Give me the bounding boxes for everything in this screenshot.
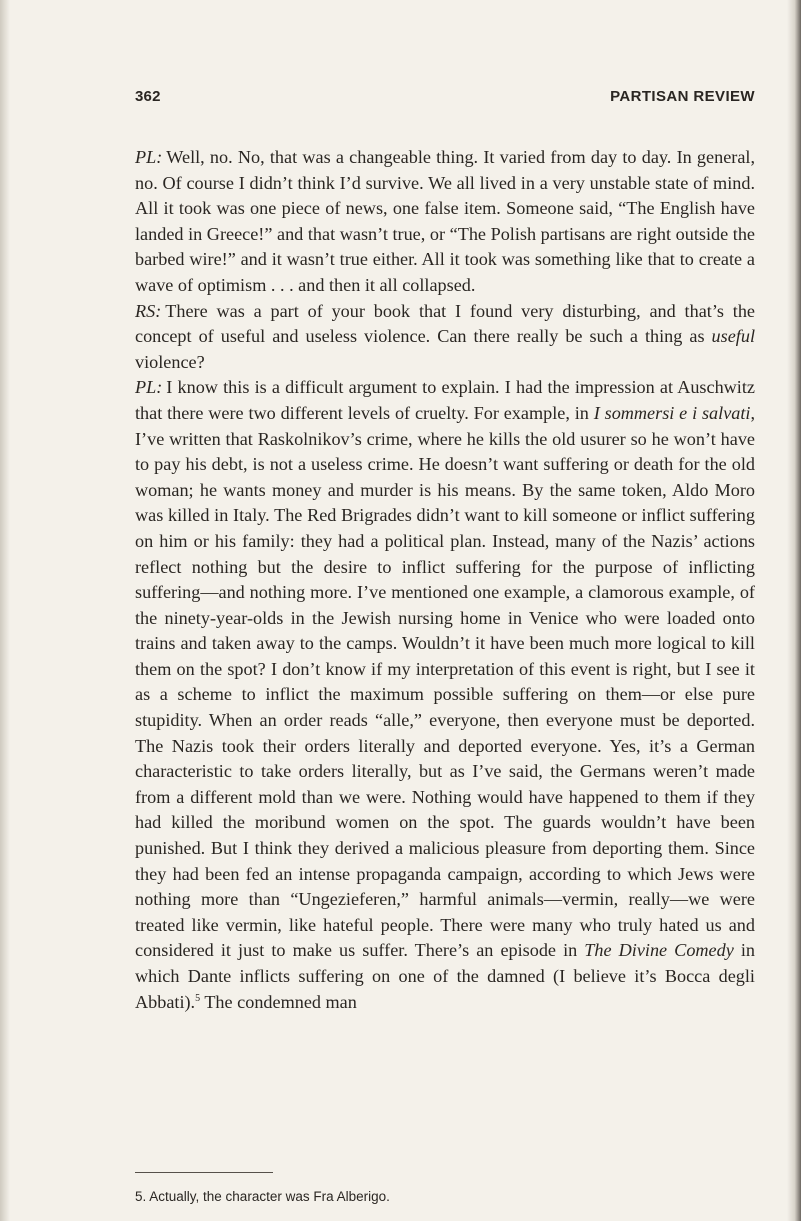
speaker-label: PL: [135, 147, 163, 167]
paragraph-text: , I’ve written that Raskolnikov’s crime, where he kills the old usurer so he won’t have to pay his debt, is not a useless crime. He doesn’t want suffering or death for the old woman; he wants money and murder is his means. By the same token, Aldo Moro was killed in Italy. The Red Brigrades didn’t want to kill someone or inflict suffering on him or his family: they had a political plan. Instead, many of the Nazis’ actions reflect nothing but the desire to inflict suffering for the purpose of inflicting suffering—and nothing more. I’ve mentioned one example, a clamorous example, of the ninety-year-olds in the Jewish nursing home in Venice who were loaded onto trains and taken away to the camps. Wouldn’t it have been much more logical to kill them on the spot? I don’t know if my interpretation of this event is right, but I see it as a scheme to inflict the maximum possible suffering on them—or else pure stupidity. When an order reads “alle,” everyone, then everyone must be deported. The Nazis took their orders literally and deported everyone. Yes, it’s a German characteristic to take orders literally, but as I’ve said, the Germans weren’t made from a different mold than we were. Nothing would have happened to them if they had killed the moribund women on the spot. The guards wouldn’t have been punished. But I think they derived a malicious pleasure from deporting them. Since they had been fed an intense propaganda campaign, according to which Jews were nothing more than “Ungezieferen,” harmful animals—vermin, really—we were treated like vermin, like hateful people. There were many who truly hated us and considered it just to make us suffer. There’s an episode in [135, 402, 756, 961]
page-gutter-shadow [0, 0, 10, 1221]
paragraph-text: Well, no. No, that was a changeable thing. It varied from day to day. In general, no. Of course I didn’t think I’d survive. We all lived in a very unstable state of mind. All it took was one piece of news, one false item. Someone said, “The English have landed in Greece!” and that wasn’t true, or “The Polish partisans are right outside the barbed wire!” and it wasn’t true either. All it took was something like that to create a wave of optimism . . . and then it all collapsed. [135, 147, 755, 295]
interview-body [135, 145, 755, 1015]
paragraph-text: in which Dante inflicts suffering on one of the damned (I believe it’s Bocca degli Abbati). [135, 940, 756, 1012]
paragraph-text: violence? [135, 351, 205, 372]
page-edge-shadow [787, 0, 801, 1221]
page-header [135, 88, 755, 112]
footnote: 5. Actually, the character was Fra Alberigo. [135, 1189, 390, 1204]
paragraph-pl-2 [135, 375, 755, 1015]
running-head: PARTISAN REVIEW [610, 88, 755, 105]
page-number: 362 [135, 88, 161, 105]
paragraph-text: The condemned man [200, 991, 357, 1012]
book-title: I sommersi e i salvati [593, 402, 751, 423]
paragraph-rs-1 [135, 299, 755, 376]
speaker-label: PL: [135, 377, 163, 398]
paragraph-text: I know this is a difficult argument to explain. I had the impression at Auschwitz that there were two different levels of cruelty. For example, in [135, 377, 755, 423]
emphasis-text: useful [711, 326, 755, 347]
paragraph-pl-1 [135, 145, 755, 299]
paragraph-text: There was a part of your book that I found very disturbing, and that’s the concept of useful and useless violence. Can there really be such a thing as [135, 300, 755, 347]
footnote-divider [135, 1172, 273, 1173]
work-title: The Divine Comedy [584, 940, 734, 961]
speaker-label: RS: [135, 300, 162, 321]
footnote-reference[interactable]: 5 [195, 992, 201, 1004]
